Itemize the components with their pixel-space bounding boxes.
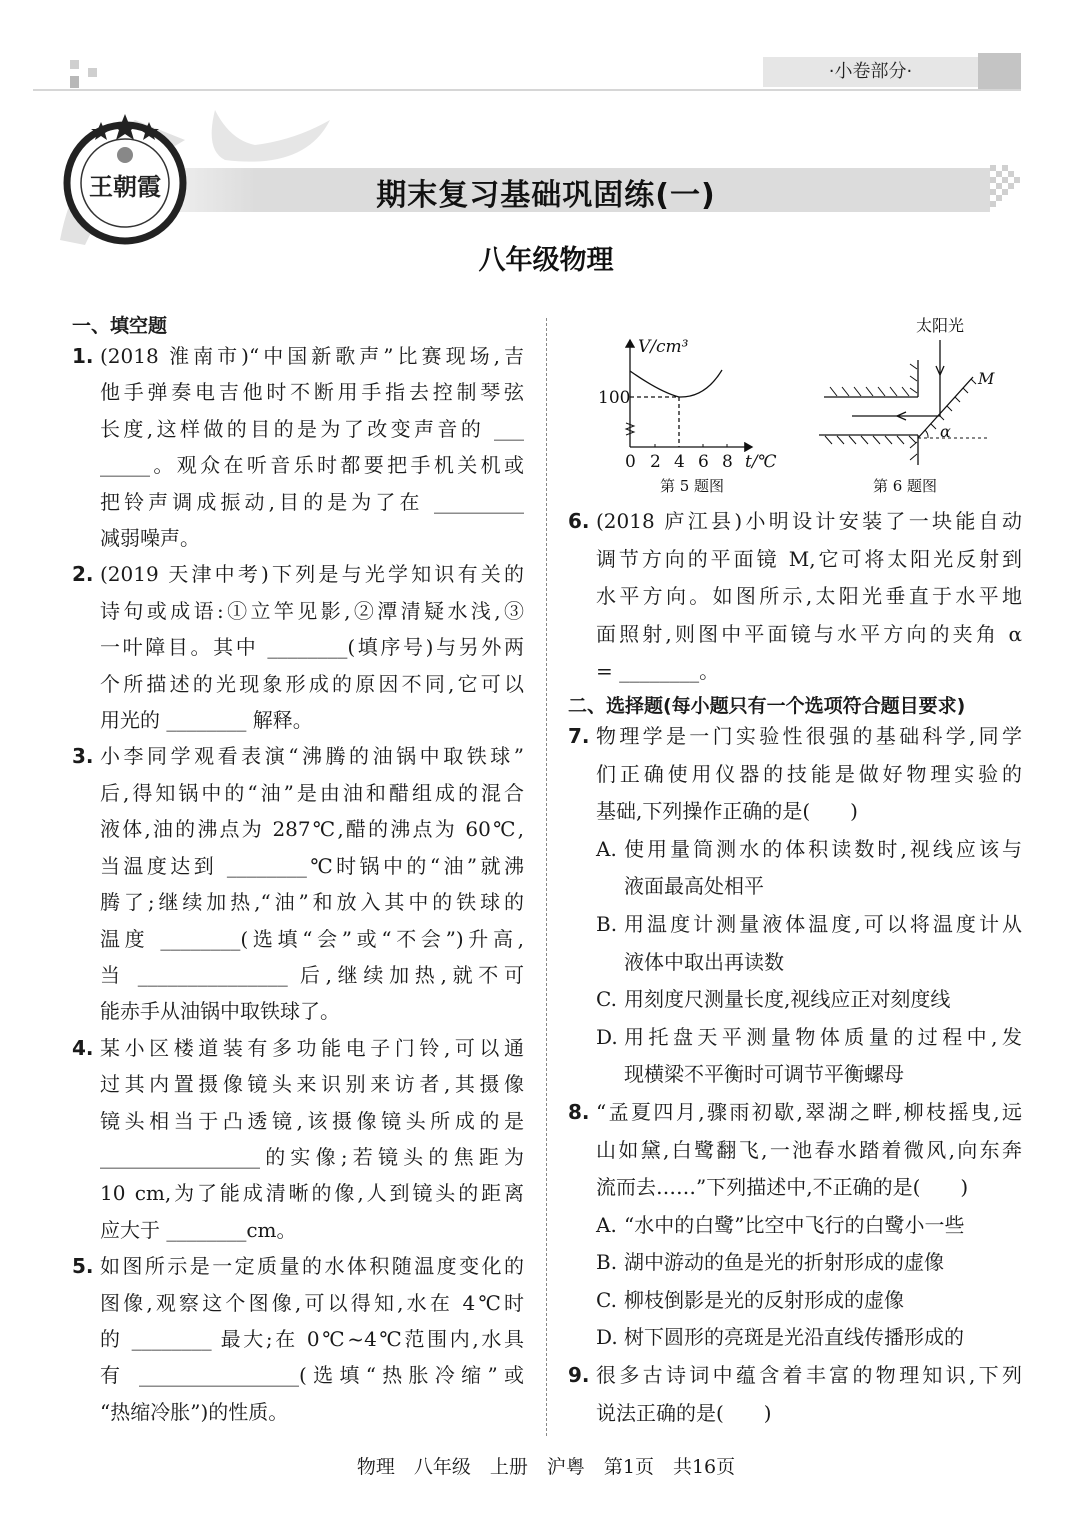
question-6 bbox=[568, 503, 1022, 691]
text-line: “孟夏四月,骤雨初歇,翠湖之畔,柳枝摇曳,远 bbox=[596, 1099, 1022, 1124]
section-heading: 一、填空题 bbox=[72, 315, 168, 337]
text-line: 山如黛,白鹭翻飞,一池春水踏着微风,向东奔 bbox=[596, 1137, 1022, 1162]
text-line: 小李同学观看表演“沸腾的油锅中取铁球” bbox=[100, 744, 524, 769]
text-line: 一叶障目。其中 ________(填序号)与另外两 bbox=[100, 635, 524, 660]
question-8 bbox=[568, 1094, 1022, 1357]
page-subtitle: 八年级物理 bbox=[478, 245, 614, 276]
text-line: 湖中游动的鱼是光的折射形成的虚像 bbox=[624, 1250, 944, 1275]
text-line: 他手弹奏电吉他时不断用手指去控制琴弦 bbox=[100, 380, 524, 405]
question-number: 8. bbox=[568, 1099, 590, 1124]
text-line: 面照射,则图中平面镜与水平方向的夹角 α bbox=[596, 621, 1022, 646]
text-line: 的 ________ 最大;在 0℃~4℃范围内,水具 bbox=[100, 1326, 524, 1351]
text-line: 很多古诗词中蕴含着丰富的物理知识,下列 bbox=[596, 1363, 1022, 1388]
answer-option bbox=[596, 981, 1022, 1019]
text-line: 树下圆形的亮斑是光沿直线传播形成的 bbox=[624, 1325, 964, 1350]
volume-curve bbox=[630, 370, 722, 397]
text-line: ________________的实像;若镜头的焦距为 bbox=[100, 1144, 524, 1169]
sunlight-label: 太阳光 bbox=[915, 316, 965, 335]
text-line: 水平方向。如图所示,太阳光垂直于水平地 bbox=[596, 584, 1022, 609]
mirror-label: M bbox=[978, 369, 995, 388]
option-label: C. bbox=[596, 987, 617, 1012]
question-number: 7. bbox=[568, 723, 590, 748]
text-line: 基础,下列操作正确的是( ) bbox=[596, 799, 858, 824]
question-number: 5. bbox=[72, 1254, 94, 1279]
text-line: _____。观众在听音乐时都要把手机关机或 bbox=[100, 453, 524, 478]
text-line: 用光的 ________ 解释。 bbox=[100, 708, 313, 733]
text-line: 减弱噪声。 bbox=[100, 526, 200, 551]
question-5 bbox=[72, 1248, 524, 1430]
answer-option bbox=[596, 1319, 1022, 1357]
figure-6-mirror bbox=[819, 340, 990, 465]
text-line: (2018 庐江县)小明设计安装了一块能自动 bbox=[596, 509, 1022, 533]
x-axis-label: t/℃ bbox=[745, 452, 777, 472]
text-line: 把铃声调成振动,目的是为了在 _________ bbox=[100, 489, 524, 514]
text-line: 个所描述的光现象形成的原因不同,它可以 bbox=[100, 671, 524, 696]
text-line: 过其内置摄像镜头来识别来访者,其摄像 bbox=[100, 1072, 524, 1097]
text-line: 用温度计测量液体温度,可以将温度计从 bbox=[624, 911, 1022, 936]
text-line: 液体,油的沸点为 287℃,醋的沸点为 60℃, bbox=[100, 817, 524, 842]
text-line: 用托盘天平测量物体质量的过程中,发 bbox=[624, 1024, 1022, 1049]
text-line: 用刻度尺测量长度,视线应正对刻度线 bbox=[624, 987, 951, 1012]
answer-option bbox=[596, 906, 1022, 981]
question-number: 3. bbox=[72, 744, 94, 769]
question-number: 9. bbox=[568, 1363, 590, 1388]
option-label: B. bbox=[596, 1250, 618, 1275]
text-line: 诗句或成语:①立竿见影,②潭清疑水浅,③ bbox=[100, 598, 524, 623]
text-line: 物理学是一门实验性很强的基础科学,同学 bbox=[596, 723, 1022, 748]
option-label: A. bbox=[596, 836, 617, 861]
text-line: 当温度达到 ________℃时锅中的“油”就沸 bbox=[100, 853, 524, 878]
text-line: 能赤手从油锅中取铁球了。 bbox=[100, 999, 340, 1024]
y-tick-label: 100 bbox=[598, 388, 631, 408]
question-9 bbox=[568, 1357, 1022, 1432]
x-tick-label: 6 bbox=[698, 452, 709, 472]
x-tick-label: 0 bbox=[625, 452, 636, 472]
option-label: C. bbox=[596, 1287, 617, 1312]
y-axis-label: V/cm³ bbox=[638, 337, 689, 357]
option-label: B. bbox=[596, 911, 618, 936]
text-line: 液体中取出再读数 bbox=[624, 949, 784, 974]
question-number: 2. bbox=[72, 562, 94, 587]
logo-text: 王朝霞 bbox=[89, 172, 161, 201]
text-line: 当 _______________ 后,继续加热,就不可 bbox=[100, 962, 524, 987]
text-line: 镜头相当于凸透镜,该摄像镜头所成的是 bbox=[100, 1108, 524, 1133]
text-line: 液面最高处相平 bbox=[624, 874, 764, 899]
option-label: A. bbox=[596, 1212, 617, 1237]
text-line: 流而去……”下列描述中,不正确的是( ) bbox=[596, 1175, 969, 1200]
answer-option bbox=[596, 1207, 1022, 1245]
text-line: 柳枝倒影是光的反射形成的虚像 bbox=[624, 1287, 904, 1312]
text-line: (2019 天津中考)下列是与光学知识有关的 bbox=[100, 562, 524, 587]
text-line: 现横梁不平衡时可调节平衡螺母 bbox=[624, 1062, 904, 1087]
answer-option bbox=[596, 1019, 1022, 1094]
question-7 bbox=[568, 718, 1022, 1094]
text-line: 图像,观察这个图像,可以得知,水在 4℃时 bbox=[100, 1290, 524, 1315]
answer-option bbox=[596, 1244, 1022, 1282]
text-line: 说法正确的是( ) bbox=[596, 1400, 772, 1425]
text-line: 后,得知锅中的“油”是由油和醋组成的混合 bbox=[100, 780, 524, 805]
text-line: 使用量筒测水的体积读数时,视线应该与 bbox=[624, 836, 1022, 861]
question-number: 6. bbox=[568, 509, 590, 533]
text-line: 们正确使用仪器的技能是做好物理实验的 bbox=[596, 761, 1022, 786]
figure-5-caption: 第 5 题图 bbox=[659, 477, 725, 495]
answer-option bbox=[596, 831, 1022, 906]
page-footer: 物理 八年级 上册 沪粤 第1页 共16页 bbox=[356, 1456, 736, 1478]
page-title: 期末复习基础巩固练(一) bbox=[376, 178, 716, 213]
text-line: 如图所示是一定质量的水体积随温度变化的 bbox=[100, 1254, 524, 1279]
text-line: = ________。 bbox=[596, 659, 720, 684]
answer-option bbox=[596, 1282, 1022, 1320]
question-3 bbox=[72, 738, 524, 1029]
right-column bbox=[568, 503, 1022, 1432]
option-label: D. bbox=[596, 1325, 618, 1350]
question-number: 1. bbox=[72, 344, 94, 368]
text-line: “水中的白鹭”比空中飞行的白鹭小一些 bbox=[624, 1212, 965, 1237]
x-tick-label: 4 bbox=[674, 452, 685, 472]
angle-arc bbox=[925, 430, 928, 438]
text-line: “热缩冷胀”)的性质。 bbox=[100, 1399, 289, 1424]
text-line: 腾了;继续加热,“油”和放入其中的铁球的 bbox=[100, 890, 524, 915]
figures bbox=[0, 0, 1092, 520]
section-tag: ·小卷部分· bbox=[763, 57, 978, 87]
angle-label: α bbox=[940, 422, 951, 441]
text-line: 某小区楼道装有多功能电子门铃,可以通 bbox=[100, 1035, 524, 1060]
text-line: 应大于 ________cm。 bbox=[100, 1217, 297, 1242]
text-line: 温度 ________(选填“会”或“不会”)升高, bbox=[100, 926, 524, 951]
question-4 bbox=[72, 1030, 524, 1248]
text-line: 调节方向的平面镜 M,它可将太阳光反射到 bbox=[596, 546, 1022, 571]
x-tick-label: 8 bbox=[722, 452, 733, 472]
text-line: 10 cm,为了能成清晰的像,人到镜头的距离 bbox=[100, 1181, 524, 1206]
option-label: D. bbox=[596, 1024, 618, 1049]
x-tick-label: 2 bbox=[650, 452, 661, 472]
text-line: 长度,这样做的目的是为了改变声音的 ___ bbox=[100, 416, 524, 441]
figure-6-caption: 第 6 题图 bbox=[872, 477, 938, 495]
question-number: 4. bbox=[72, 1035, 94, 1060]
question-2 bbox=[72, 556, 524, 738]
text-line: 有 ________________(选填“热胀冷缩”或 bbox=[100, 1363, 524, 1388]
text-line: (2018 淮南市)“中国新歌声”比赛现场,吉 bbox=[100, 344, 524, 368]
section-heading: 二、选择题(每小题只有一个选项符合题目要求) bbox=[568, 694, 966, 717]
